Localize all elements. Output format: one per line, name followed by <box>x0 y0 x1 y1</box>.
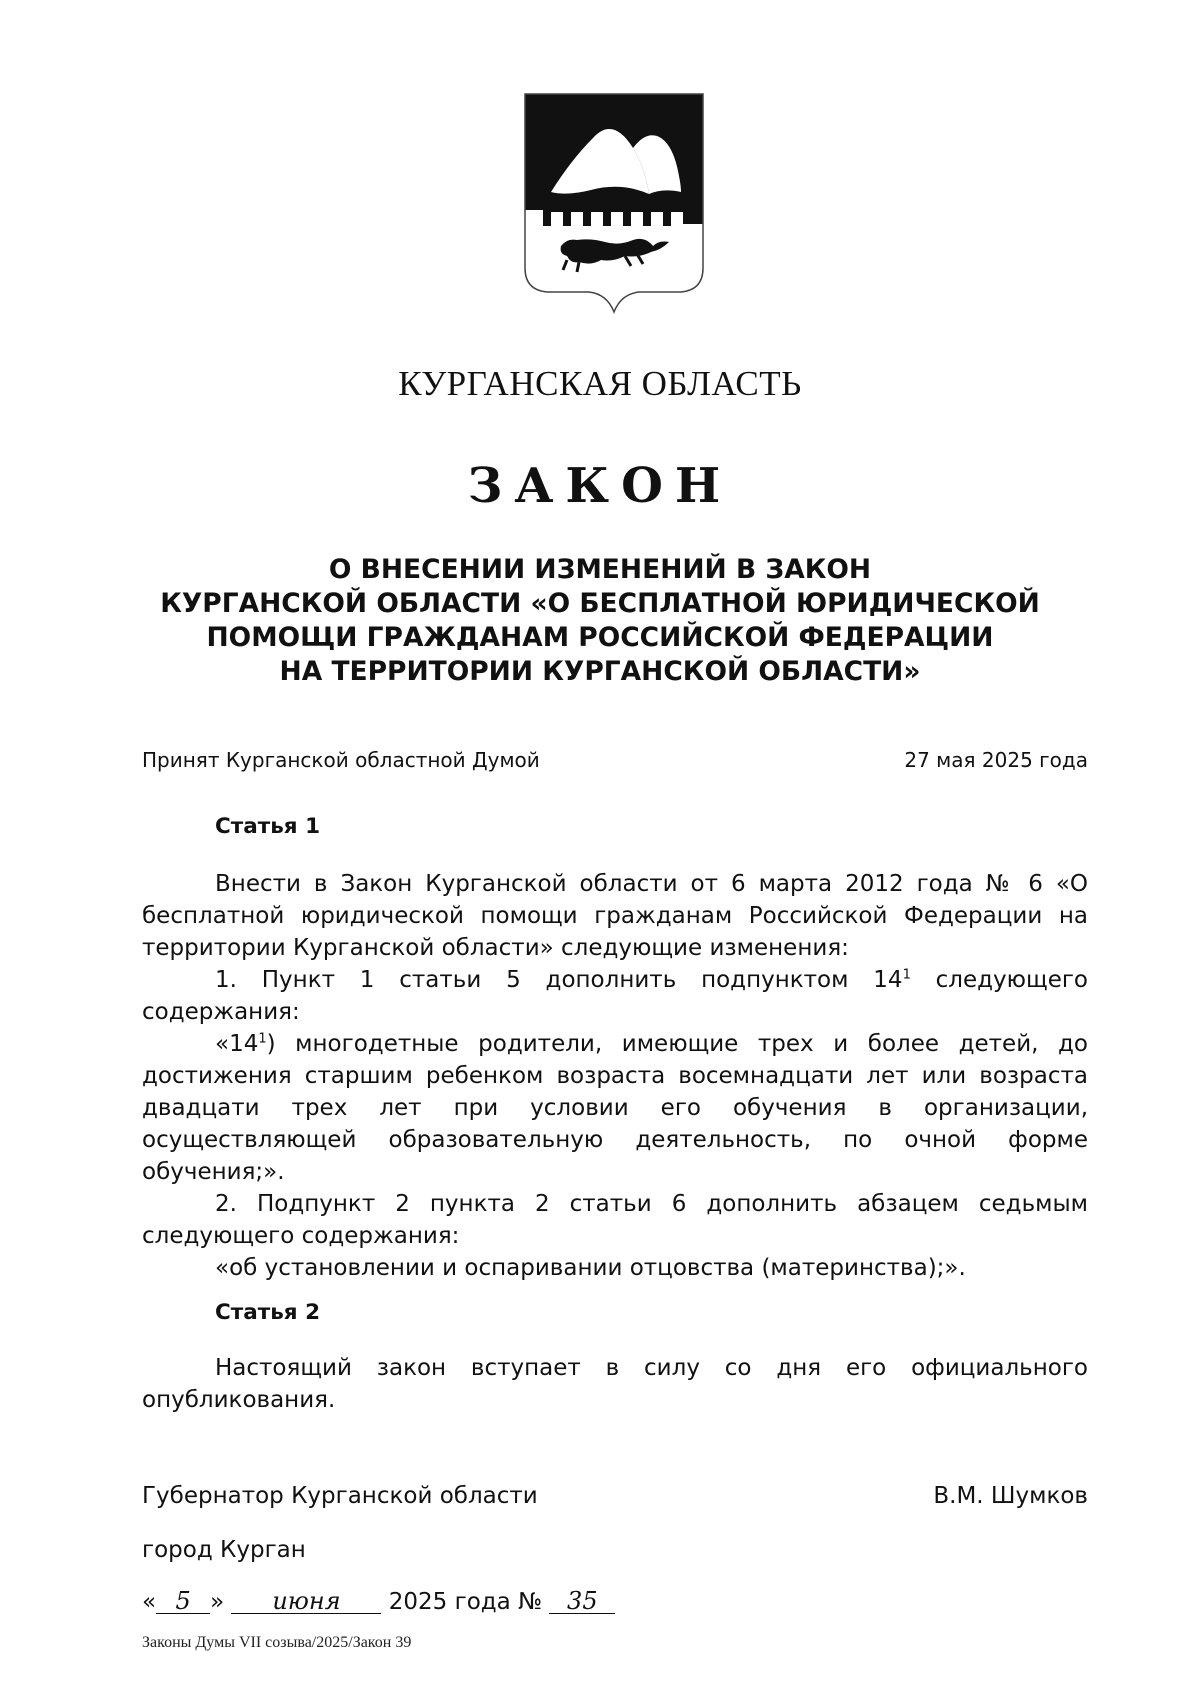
signing-date-line: « 5 » июня 2025 года № 35 <box>142 1586 615 1618</box>
signatory-position: Губернатор Курганской области <box>142 1483 538 1509</box>
article-1-quote-2: «об установлении и оспаривании отцовства (материнства);». <box>215 1255 966 1281</box>
region-name: КУРГАНСКАЯ ОБЛАСТЬ <box>398 364 802 403</box>
law-title-line: НА ТЕРРИТОРИИ КУРГАНСКОЙ ОБЛАСТИ» <box>279 656 921 687</box>
coat-of-arms-emblem <box>521 90 707 324</box>
law-title-line: КУРГАНСКОЙ ОБЛАСТИ «О БЕСПЛАТНОЙ ЮРИДИЧЕСКОЙ <box>160 588 1040 619</box>
article-1-quote-1: «$14^1$) многодетные родители, имеющие трех и более детей, до достижения старшим ребенком возраста восемнадцати лет или возраста двадцати трех лет при условии его обучения в организации, осуществляющей образовательную деятельность, по очной форме обучения;». <box>142 1031 1088 1185</box>
signature-line <box>142 1480 1088 1512</box>
adoption-date: 27 мая 2025 года <box>904 748 1088 772</box>
signatory-name: В.М. Шумков <box>933 1483 1088 1509</box>
file-reference-footer: Законы Думы VII созыва/2025/Закон 39 <box>142 1634 412 1651</box>
law-title-line: О ВНЕСЕНИИ ИЗМЕНЕНИЙ В ЗАКОН <box>328 554 872 585</box>
handwritten-law-number: 35 <box>549 1589 615 1614</box>
handwritten-month: июня <box>231 1589 381 1614</box>
article-2-heading: Статья 2 <box>215 1300 321 1325</box>
article-2-body <box>142 1352 1088 1416</box>
law-title-line: ПОМОЩИ ГРАЖДАНАМ РОССИЙСКОЙ ФЕДЕРАЦИИ <box>206 622 994 653</box>
adoption-body: Принят Курганской областной Думой <box>142 748 540 772</box>
article-1-body <box>142 868 1088 1284</box>
article-1-intro: Внести в Закон Курганской области от 6 марта 2012 года № 6 «О бесплатной юридической помощи гражданам Российской Федерации на территории Курганской области» следующие изменения: <box>142 871 1088 961</box>
adoption-line <box>142 748 1088 772</box>
year-and-number-label: 2025 года № <box>388 1589 543 1615</box>
article-1-heading: Статья 1 <box>215 814 321 839</box>
document-type: ЗАКОН <box>467 458 733 514</box>
law-title <box>100 553 1100 689</box>
article-2-text: Настоящий закон вступает в силу со дня его официального опубликования. <box>142 1355 1088 1413</box>
handwritten-day: 5 <box>156 1589 210 1614</box>
article-1-item-1: 1. Пункт 1 статьи 5 дополнить подпунктом $14^1$ следующего содержания: <box>142 967 1088 1025</box>
city: город Курган <box>142 1537 306 1563</box>
article-1-item-2: 2. Подпункт 2 пункта 2 статьи 6 дополнить абзацем седьмым следующего содержания: <box>142 1191 1088 1249</box>
